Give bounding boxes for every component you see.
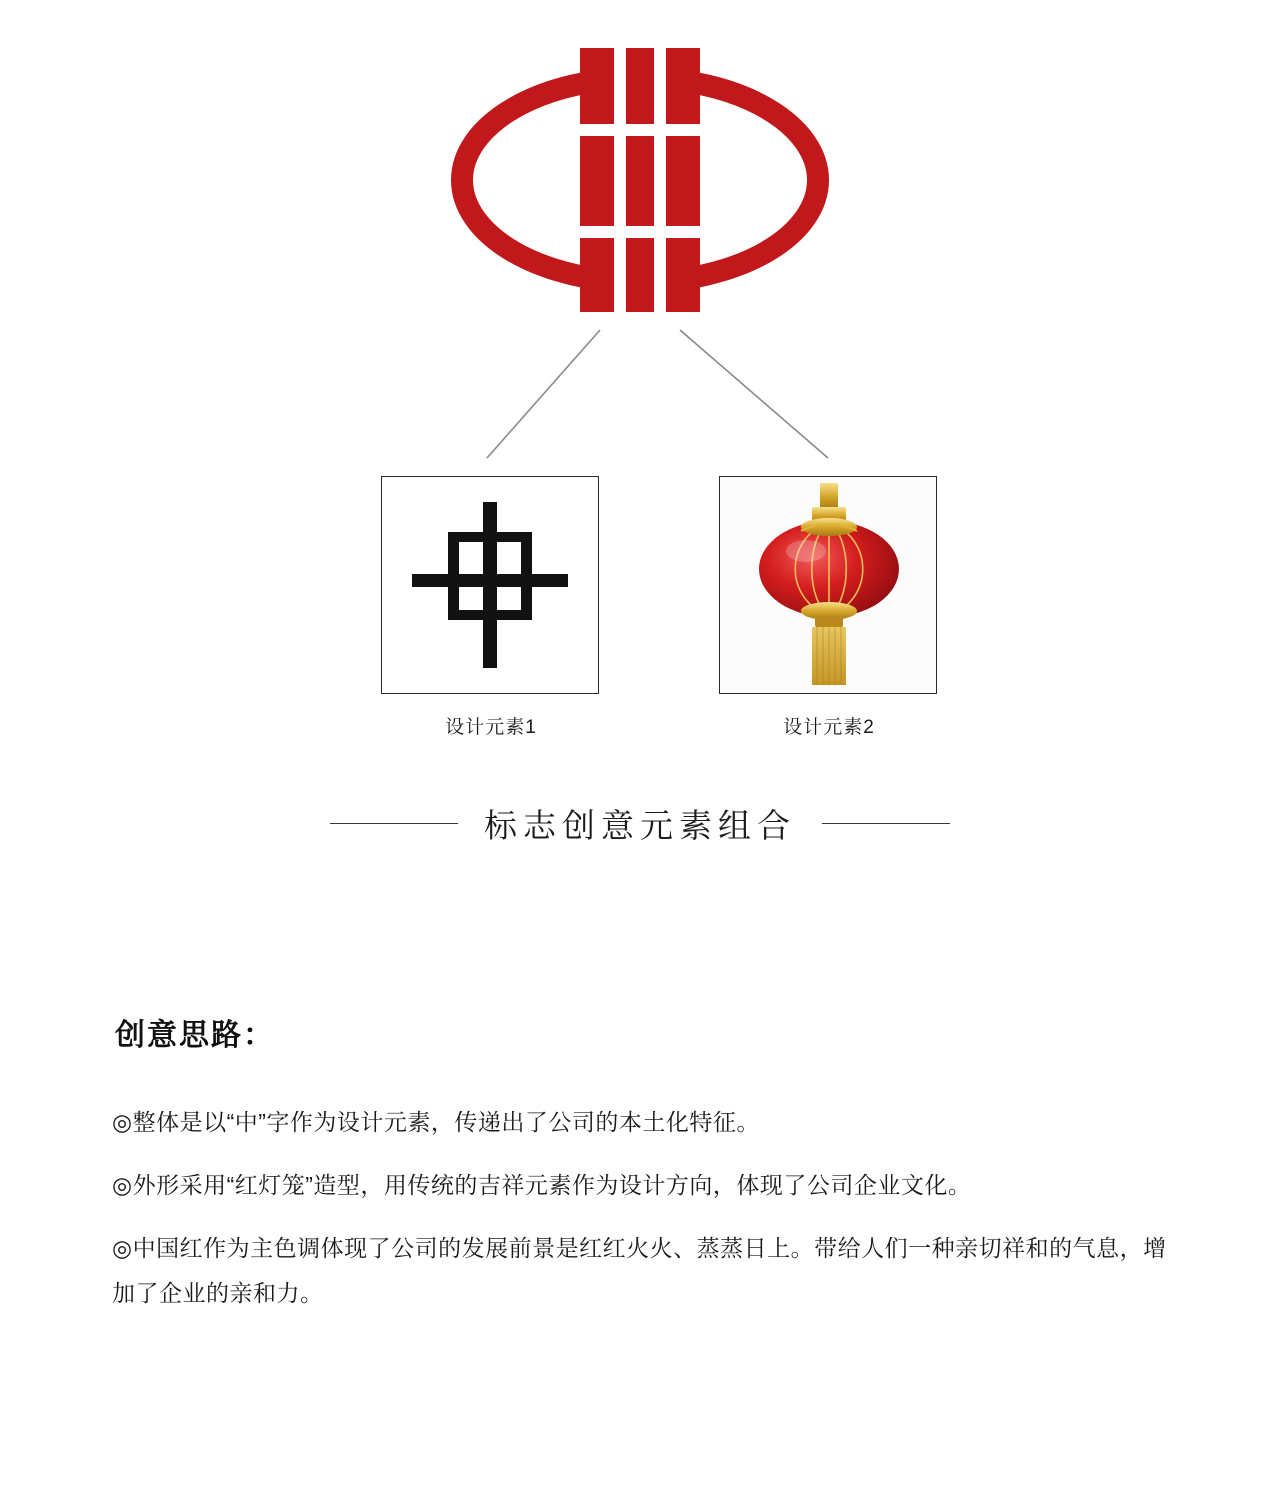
connector-right [680,330,828,458]
concept-heading: 创意思路： [115,1019,275,1052]
logo-left-bar [580,48,614,312]
zhong-character-wrap [382,477,598,693]
section-title-row [0,800,1280,847]
concept-line: ◎中国红作为主色调体现了公司的发展前景是红红火火、蒸蒸日上。带给人们一种亲切祥和的气息，增加了企业的亲和力。 [112,1234,1167,1306]
red-lantern-photo [720,477,936,693]
section-title: 标志创意元素组合 [484,807,796,844]
logo-area [0,40,1280,320]
zhong-lantern-logo [440,40,840,320]
design-element-2 [719,476,939,739]
divider-right [822,823,950,824]
concept-line: ◎外形采用“红灯笼”造型，用传统的吉祥元素作为设计方向，体现了公司企业文化。 [112,1171,972,1198]
design-element-2-frame [719,476,937,694]
design-element-1 [381,476,601,739]
zhong-character [410,500,570,670]
design-element-2-caption: 设计元素2 [783,717,875,738]
concept-section [112,1010,1182,1315]
connector-left [487,330,600,458]
logo-right-bar [666,48,700,312]
red-lantern-illustration [720,477,937,694]
concept-line: ◎整体是以“中”字作为设计元素，传递出了公司的本土化特征。 [112,1109,760,1135]
connector-lines [0,320,1280,480]
logo-center-bar [626,48,654,312]
design-element-1-frame [381,476,599,694]
design-elements-row [0,476,1280,746]
divider-left [330,823,458,824]
design-element-1-caption: 设计元素1 [445,717,537,738]
